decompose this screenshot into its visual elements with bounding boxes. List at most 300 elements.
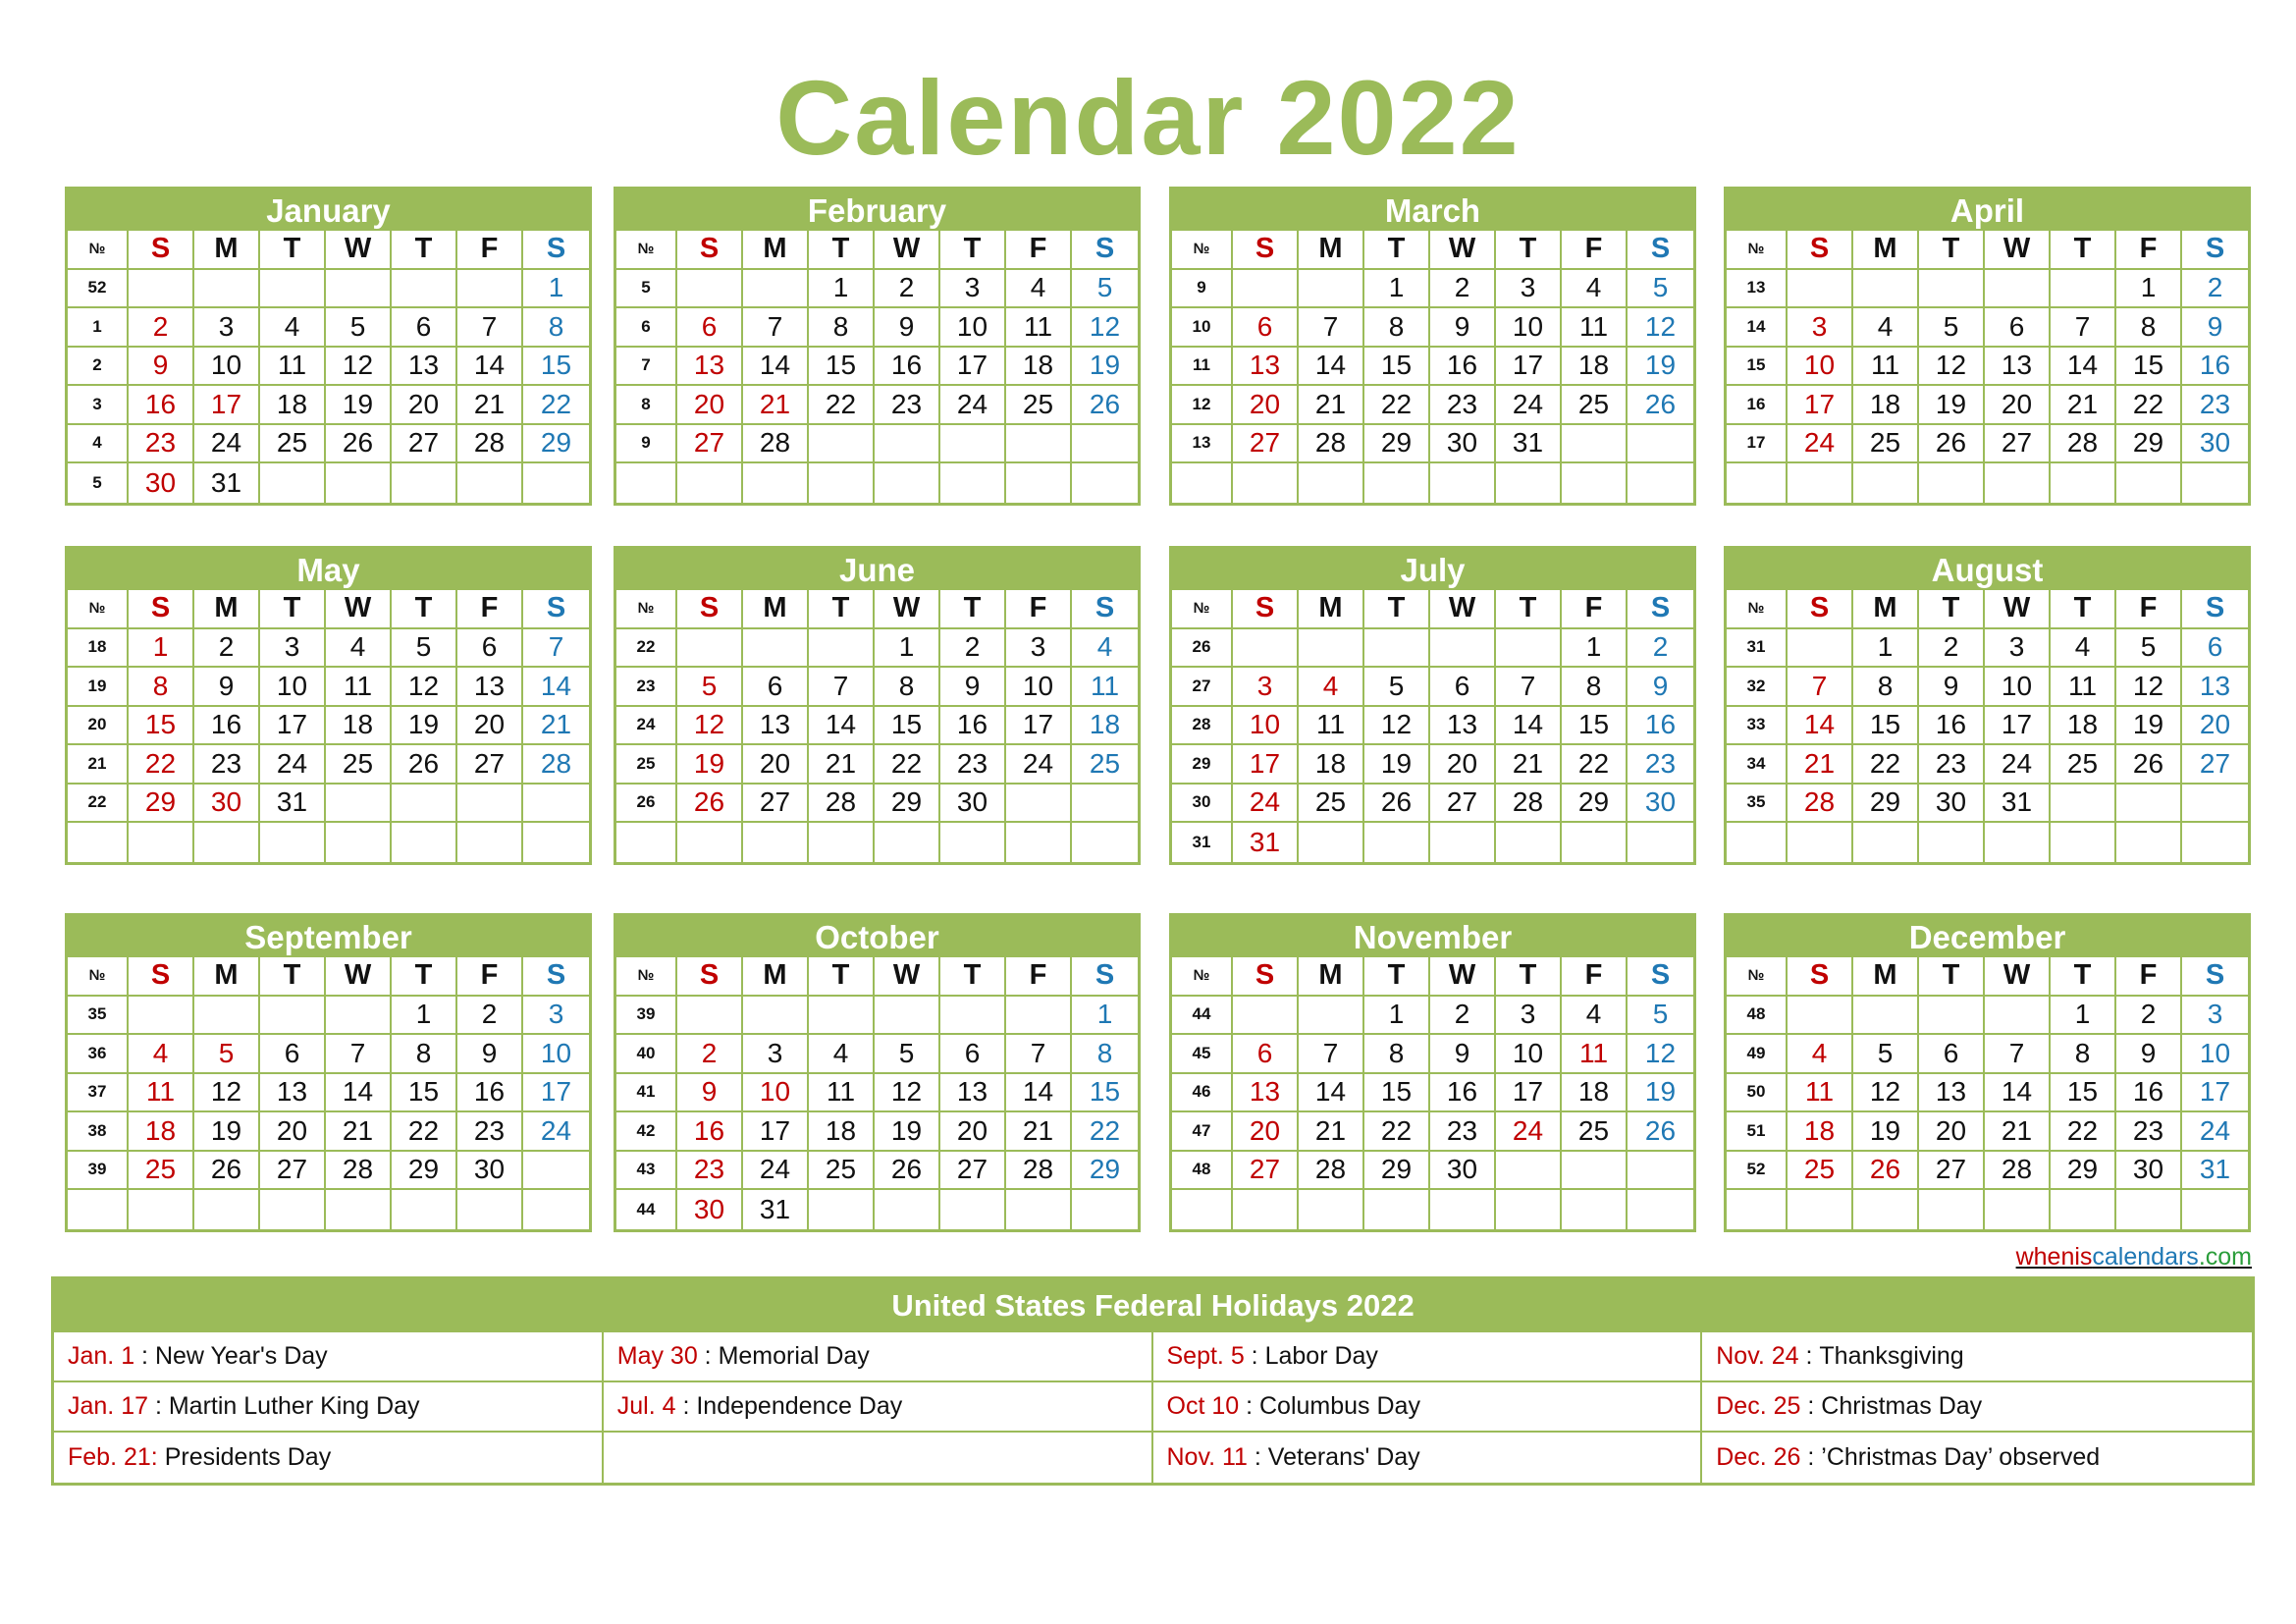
weekday-header: W <box>1985 957 2051 997</box>
day-cell: 20 <box>1985 386 2051 425</box>
empty-day-cell <box>677 997 743 1036</box>
empty-day-cell <box>1006 823 1072 862</box>
week-number: 20 <box>68 707 129 746</box>
day-cell: 9 <box>1919 668 1985 707</box>
empty-day-cell <box>1628 463 1693 503</box>
weekday-header: W <box>1430 957 1496 997</box>
day-cell: 1 <box>1364 270 1430 309</box>
day-cell: 27 <box>1233 1152 1299 1191</box>
week-number: 32 <box>1727 668 1788 707</box>
day-cell: 3 <box>194 308 260 348</box>
day-cell: 23 <box>194 745 260 785</box>
week-number: 31 <box>1172 823 1233 862</box>
day-cell: 22 <box>2051 1112 2116 1152</box>
day-cell: 9 <box>875 308 940 348</box>
month-name: April <box>1727 189 2248 231</box>
empty-day-cell <box>677 823 743 862</box>
weekday-header: S <box>677 231 743 270</box>
day-cell: 18 <box>1562 348 1628 387</box>
day-cell: 7 <box>809 668 875 707</box>
empty-day-cell <box>1006 785 1072 824</box>
day-cell: 31 <box>194 463 260 503</box>
month-name: November <box>1172 916 1693 957</box>
week-number: 50 <box>1727 1074 1788 1113</box>
day-cell: 21 <box>457 386 523 425</box>
empty-day-cell <box>1233 1190 1299 1229</box>
week-number: 8 <box>616 386 677 425</box>
day-cell: 22 <box>1364 1112 1430 1152</box>
day-cell: 23 <box>1628 745 1693 785</box>
day-cell: 25 <box>809 1152 875 1191</box>
empty-day-cell <box>1299 463 1364 503</box>
day-cell: 7 <box>523 629 589 669</box>
week-number: 13 <box>1727 270 1788 309</box>
day-cell: 28 <box>1299 425 1364 464</box>
day-cell: 8 <box>1562 668 1628 707</box>
empty-day-cell <box>1788 1190 1853 1229</box>
day-cell: 14 <box>1299 1074 1364 1113</box>
week-number: 44 <box>616 1190 677 1229</box>
week-number-header: № <box>68 957 129 997</box>
empty-day-cell <box>1788 629 1853 669</box>
day-cell: 8 <box>875 668 940 707</box>
day-cell: 10 <box>1006 668 1072 707</box>
day-cell: 20 <box>1233 1112 1299 1152</box>
day-cell: 19 <box>1919 386 1985 425</box>
day-cell: 11 <box>2051 668 2116 707</box>
holiday-date: Feb. 21: <box>68 1443 158 1471</box>
weekday-header: M <box>1299 231 1364 270</box>
day-cell: 10 <box>523 1035 589 1074</box>
day-cell: 11 <box>1006 308 1072 348</box>
day-cell: 20 <box>743 745 809 785</box>
empty-day-cell <box>743 997 809 1036</box>
day-cell: 13 <box>1430 707 1496 746</box>
day-cell: 2 <box>875 270 940 309</box>
day-cell: 14 <box>743 348 809 387</box>
empty-day-cell <box>1430 823 1496 862</box>
weekday-header: S <box>1788 957 1853 997</box>
empty-day-cell <box>940 1190 1006 1229</box>
day-cell: 16 <box>194 707 260 746</box>
day-cell: 27 <box>940 1152 1006 1191</box>
day-cell: 16 <box>129 386 194 425</box>
day-cell: 10 <box>1985 668 2051 707</box>
weekday-header: F <box>1006 590 1072 629</box>
week-number: 12 <box>1172 386 1233 425</box>
holiday-name: Columbus Day <box>1259 1392 1420 1420</box>
day-cell: 10 <box>1788 348 1853 387</box>
empty-day-cell <box>677 270 743 309</box>
holiday-entry: May 30 : Memorial Day <box>604 1332 1153 1382</box>
week-number: 4 <box>68 425 129 464</box>
empty-day-cell <box>743 463 809 503</box>
empty-day-cell <box>1853 270 1919 309</box>
day-cell: 26 <box>1072 386 1138 425</box>
day-cell: 12 <box>392 668 457 707</box>
holiday-date: Dec. 25 <box>1716 1392 1801 1420</box>
month-october <box>614 913 1141 1232</box>
day-cell: 10 <box>260 668 326 707</box>
weekday-header: S <box>129 590 194 629</box>
day-cell: 13 <box>260 1074 326 1113</box>
day-cell: 3 <box>1233 668 1299 707</box>
weekday-header: S <box>677 590 743 629</box>
empty-day-cell <box>1072 785 1138 824</box>
week-number: 39 <box>616 997 677 1036</box>
day-cell: 6 <box>1233 308 1299 348</box>
day-cell: 11 <box>260 348 326 387</box>
day-cell: 10 <box>940 308 1006 348</box>
weekday-header: F <box>457 957 523 997</box>
day-cell: 17 <box>260 707 326 746</box>
weekday-header: W <box>326 590 392 629</box>
holiday-date: Oct 10 <box>1166 1392 1240 1420</box>
week-number: 6 <box>616 308 677 348</box>
empty-day-cell <box>1364 629 1430 669</box>
empty-day-cell <box>260 823 326 862</box>
empty-day-cell <box>392 823 457 862</box>
day-cell: 29 <box>1364 425 1430 464</box>
day-cell: 30 <box>1919 785 1985 824</box>
day-cell: 31 <box>1233 823 1299 862</box>
day-cell: 2 <box>2182 270 2248 309</box>
week-number: 30 <box>1172 785 1233 824</box>
day-cell: 30 <box>1628 785 1693 824</box>
empty-day-cell <box>677 463 743 503</box>
day-cell: 8 <box>129 668 194 707</box>
day-cell: 28 <box>743 425 809 464</box>
day-cell: 27 <box>457 745 523 785</box>
day-cell: 4 <box>326 629 392 669</box>
empty-day-cell <box>194 1190 260 1229</box>
day-cell: 18 <box>1006 348 1072 387</box>
day-cell: 27 <box>743 785 809 824</box>
day-cell: 17 <box>743 1112 809 1152</box>
day-cell: 6 <box>1985 308 2051 348</box>
week-number <box>68 1190 129 1229</box>
day-cell: 4 <box>1562 997 1628 1036</box>
holidays-table <box>51 1276 2255 1486</box>
empty-day-cell <box>1496 629 1562 669</box>
week-number: 48 <box>1727 997 1788 1036</box>
day-cell: 5 <box>1628 270 1693 309</box>
week-number: 7 <box>616 348 677 387</box>
empty-day-cell <box>1364 463 1430 503</box>
day-cell: 18 <box>260 386 326 425</box>
day-cell: 3 <box>260 629 326 669</box>
day-cell: 24 <box>1788 425 1853 464</box>
weekday-header: S <box>523 957 589 997</box>
day-cell: 10 <box>1233 707 1299 746</box>
empty-day-cell <box>1628 425 1693 464</box>
week-number: 24 <box>616 707 677 746</box>
week-number: 27 <box>1172 668 1233 707</box>
empty-day-cell <box>1853 463 1919 503</box>
day-cell: 6 <box>677 308 743 348</box>
day-cell: 29 <box>1562 785 1628 824</box>
empty-day-cell <box>1430 1190 1496 1229</box>
day-cell: 1 <box>1853 629 1919 669</box>
week-number-header: № <box>616 231 677 270</box>
day-cell: 12 <box>1628 308 1693 348</box>
day-cell: 15 <box>523 348 589 387</box>
day-cell: 25 <box>1853 425 1919 464</box>
day-cell: 17 <box>1788 386 1853 425</box>
holiday-entry: Dec. 26 : ’Christmas Day’ observed <box>1716 1443 2101 1471</box>
empty-day-cell <box>1788 270 1853 309</box>
day-cell: 4 <box>2051 629 2116 669</box>
empty-day-cell <box>129 823 194 862</box>
day-cell: 1 <box>2051 997 2116 1036</box>
weekday-header: T <box>809 231 875 270</box>
weekday-header: S <box>129 957 194 997</box>
empty-day-cell <box>1299 270 1364 309</box>
day-cell: 9 <box>677 1074 743 1113</box>
day-cell: 4 <box>129 1035 194 1074</box>
day-cell: 20 <box>1919 1112 1985 1152</box>
day-cell: 2 <box>129 308 194 348</box>
weekday-header: T <box>260 231 326 270</box>
day-cell: 5 <box>677 668 743 707</box>
day-cell: 24 <box>1006 745 1072 785</box>
weekday-header: T <box>2051 231 2116 270</box>
empty-day-cell <box>1299 629 1364 669</box>
day-cell: 27 <box>1233 425 1299 464</box>
empty-day-cell <box>1985 997 2051 1036</box>
day-cell: 20 <box>1430 745 1496 785</box>
day-cell: 3 <box>1985 629 2051 669</box>
day-cell: 16 <box>1919 707 1985 746</box>
day-cell: 23 <box>2182 386 2248 425</box>
holiday-entry: Nov. 11 : Veterans' Day <box>1153 1433 1703 1483</box>
day-cell: 14 <box>1496 707 1562 746</box>
day-cell: 8 <box>1364 1035 1430 1074</box>
empty-day-cell <box>326 823 392 862</box>
empty-day-cell <box>1985 270 2051 309</box>
empty-day-cell <box>1072 425 1138 464</box>
day-cell: 26 <box>875 1152 940 1191</box>
holiday-entry: Jul. 4 : Independence Day <box>604 1382 1153 1433</box>
empty-day-cell <box>1628 823 1693 862</box>
day-cell: 11 <box>1853 348 1919 387</box>
day-cell: 31 <box>260 785 326 824</box>
day-cell: 5 <box>1364 668 1430 707</box>
week-number: 33 <box>1727 707 1788 746</box>
day-cell: 11 <box>326 668 392 707</box>
weekday-header: T <box>392 231 457 270</box>
day-cell: 15 <box>1364 1074 1430 1113</box>
day-cell: 26 <box>1628 1112 1693 1152</box>
weekday-header: M <box>194 590 260 629</box>
month-may <box>65 546 592 865</box>
empty-day-cell <box>1299 997 1364 1036</box>
weekday-header: F <box>2116 957 2182 997</box>
day-cell: 24 <box>260 745 326 785</box>
day-cell: 9 <box>1430 1035 1496 1074</box>
day-cell: 26 <box>326 425 392 464</box>
empty-day-cell <box>1496 823 1562 862</box>
empty-day-cell <box>392 463 457 503</box>
day-cell: 26 <box>1628 386 1693 425</box>
day-cell: 23 <box>677 1152 743 1191</box>
weekday-header: F <box>457 231 523 270</box>
day-cell: 30 <box>194 785 260 824</box>
day-cell: 10 <box>1496 1035 1562 1074</box>
weekday-header: S <box>677 957 743 997</box>
weekday-header: T <box>2051 590 2116 629</box>
day-cell: 19 <box>326 386 392 425</box>
holiday-empty-cell <box>604 1433 1153 1483</box>
week-number-header: № <box>68 231 129 270</box>
day-cell: 18 <box>1072 707 1138 746</box>
empty-day-cell <box>1919 463 1985 503</box>
week-number: 39 <box>68 1152 129 1191</box>
month-name: July <box>1172 549 1693 590</box>
day-cell: 30 <box>2182 425 2248 464</box>
website-link[interactable] <box>2016 1243 2252 1272</box>
day-cell: 29 <box>2116 425 2182 464</box>
day-cell: 15 <box>2051 1074 2116 1113</box>
day-cell: 8 <box>1853 668 1919 707</box>
day-cell: 27 <box>260 1152 326 1191</box>
day-cell: 4 <box>809 1035 875 1074</box>
month-days-grid <box>68 231 589 503</box>
weekday-header: S <box>1072 231 1138 270</box>
month-april <box>1724 187 2251 506</box>
day-cell: 23 <box>457 1112 523 1152</box>
weekday-header: T <box>1364 590 1430 629</box>
day-cell: 23 <box>129 425 194 464</box>
day-cell: 13 <box>677 348 743 387</box>
day-cell: 22 <box>1364 386 1430 425</box>
day-cell: 17 <box>194 386 260 425</box>
day-cell: 13 <box>1985 348 2051 387</box>
weekday-header: T <box>809 590 875 629</box>
day-cell: 26 <box>194 1152 260 1191</box>
day-cell: 10 <box>2182 1035 2248 1074</box>
day-cell: 11 <box>1072 668 1138 707</box>
weekday-header: S <box>129 231 194 270</box>
week-number: 34 <box>1727 745 1788 785</box>
empty-day-cell <box>809 823 875 862</box>
week-number: 13 <box>1172 425 1233 464</box>
empty-day-cell <box>1562 1190 1628 1229</box>
day-cell: 1 <box>392 997 457 1036</box>
day-cell: 8 <box>2116 308 2182 348</box>
week-number <box>616 823 677 862</box>
day-cell: 26 <box>2116 745 2182 785</box>
week-number: 1 <box>68 308 129 348</box>
day-cell: 27 <box>1919 1152 1985 1191</box>
empty-day-cell <box>875 823 940 862</box>
month-february <box>614 187 1141 506</box>
day-cell: 2 <box>194 629 260 669</box>
weekday-header: T <box>1919 231 1985 270</box>
empty-day-cell <box>940 463 1006 503</box>
month-days-grid <box>68 590 589 862</box>
website-part-3: .com <box>2198 1243 2252 1271</box>
month-name: October <box>616 916 1138 957</box>
empty-day-cell <box>1233 997 1299 1036</box>
week-number-header: № <box>616 957 677 997</box>
empty-day-cell <box>2182 785 2248 824</box>
day-cell: 25 <box>1562 1112 1628 1152</box>
day-cell: 26 <box>1853 1152 1919 1191</box>
week-number: 35 <box>1727 785 1788 824</box>
day-cell: 25 <box>1006 386 1072 425</box>
week-number: 17 <box>1727 425 1788 464</box>
day-cell: 22 <box>875 745 940 785</box>
empty-day-cell <box>523 463 589 503</box>
empty-day-cell <box>1919 1190 1985 1229</box>
month-name: January <box>68 189 589 231</box>
empty-day-cell <box>2051 463 2116 503</box>
day-cell: 28 <box>326 1152 392 1191</box>
empty-day-cell <box>1562 1152 1628 1191</box>
weekday-header: M <box>194 231 260 270</box>
page-title: Calendar 2022 <box>775 58 1521 177</box>
empty-day-cell <box>457 270 523 309</box>
week-number: 14 <box>1727 308 1788 348</box>
month-july <box>1169 546 1696 865</box>
month-name: December <box>1727 916 2248 957</box>
holiday-entry: Dec. 25 : Christmas Day <box>1702 1382 2252 1433</box>
empty-day-cell <box>1233 629 1299 669</box>
day-cell: 14 <box>2051 348 2116 387</box>
day-cell: 21 <box>743 386 809 425</box>
month-june <box>614 546 1141 865</box>
weekday-header: T <box>1919 590 1985 629</box>
day-cell: 28 <box>457 425 523 464</box>
empty-day-cell <box>457 785 523 824</box>
empty-day-cell <box>1985 1190 2051 1229</box>
day-cell: 5 <box>1072 270 1138 309</box>
empty-day-cell <box>1853 823 1919 862</box>
day-cell: 13 <box>457 668 523 707</box>
holidays-grid <box>54 1332 2252 1483</box>
day-cell: 2 <box>1430 997 1496 1036</box>
empty-day-cell <box>875 425 940 464</box>
day-cell: 28 <box>1496 785 1562 824</box>
day-cell: 18 <box>1853 386 1919 425</box>
holiday-name: Memorial Day <box>718 1342 870 1370</box>
weekday-header: M <box>1299 590 1364 629</box>
weekday-header: S <box>1788 590 1853 629</box>
day-cell: 19 <box>875 1112 940 1152</box>
day-cell: 29 <box>1072 1152 1138 1191</box>
day-cell: 14 <box>523 668 589 707</box>
day-cell: 6 <box>1919 1035 1985 1074</box>
day-cell: 26 <box>677 785 743 824</box>
day-cell: 13 <box>392 348 457 387</box>
empty-day-cell <box>1496 1190 1562 1229</box>
weekday-header: S <box>523 231 589 270</box>
day-cell: 30 <box>2116 1152 2182 1191</box>
week-number: 41 <box>616 1074 677 1113</box>
day-cell: 6 <box>457 629 523 669</box>
day-cell: 15 <box>2116 348 2182 387</box>
month-days-grid <box>616 590 1138 862</box>
weekday-header: S <box>1072 957 1138 997</box>
week-number: 46 <box>1172 1074 1233 1113</box>
day-cell: 9 <box>1628 668 1693 707</box>
day-cell: 20 <box>457 707 523 746</box>
weekday-header: W <box>1430 231 1496 270</box>
month-name: March <box>1172 189 1693 231</box>
weekday-header: T <box>392 590 457 629</box>
holiday-name: ’Christmas Day’ observed <box>1821 1443 2101 1471</box>
